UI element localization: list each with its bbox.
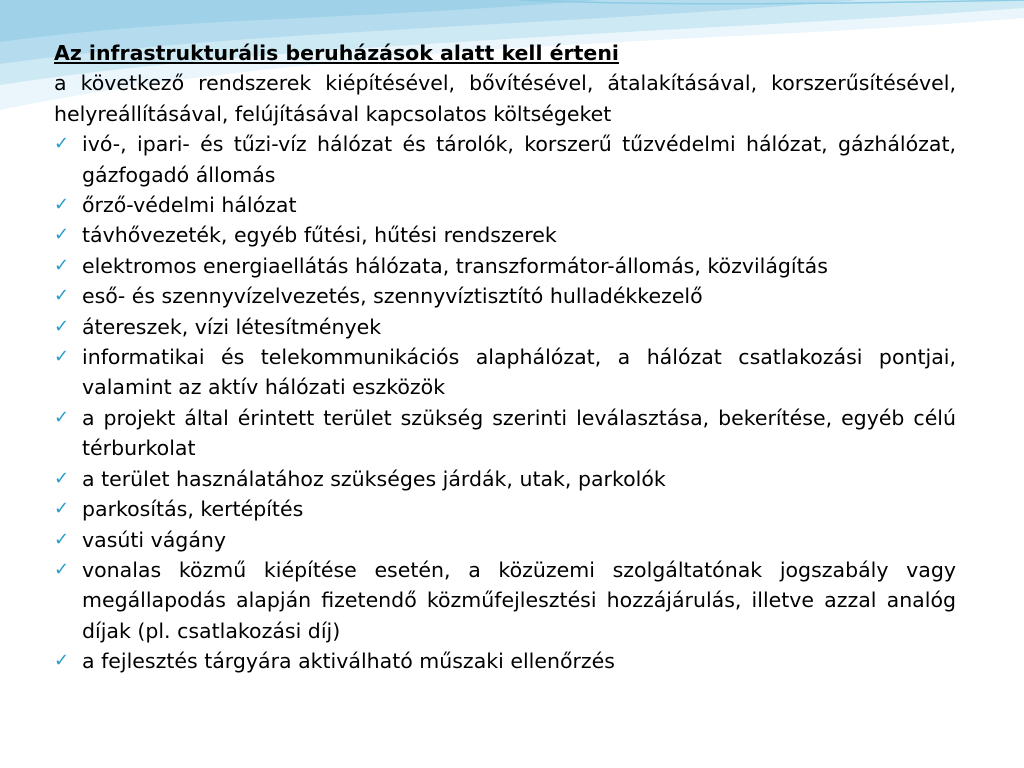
checklist: [54, 129, 956, 676]
list-item-text: a terület használatához szükséges járdák, utak, parkolók: [82, 466, 666, 491]
checkmark-icon: ✓: [54, 528, 70, 550]
list-item-text: a fejlesztés tárgyára aktiválható műszaki ellenőrzés: [82, 649, 615, 674]
list-item: [54, 129, 956, 190]
list-item: [54, 342, 956, 403]
list-item-text: őrző-védelmi hálózat: [82, 193, 297, 218]
checkmark-icon: ✓: [54, 285, 70, 307]
checkmark-icon: ✓: [54, 558, 70, 580]
list-item-text: vasúti vágány: [82, 527, 227, 552]
checkmark-icon: ✓: [54, 254, 70, 276]
list-item: [54, 555, 956, 646]
list-item-text: átereszek, vízi létesítmények: [82, 314, 382, 339]
list-item-text: vonalas közmű kiépítése esetén, a közüzemi szolgáltatónak jogszabály vagy megállapodás alapján fizetendő közműfejlesztési hozzájárulás, illetve azzal analóg díjak (pl. csatlakozási díj): [82, 557, 956, 643]
checkmark-icon: ✓: [54, 346, 70, 368]
intro-text: a következő rendszerek kiépítésével, bővítésével, átalakításával, korszerűsítésével, helyreállításával, felújításával kapcsolatos költségeket: [54, 71, 956, 126]
list-item-text: a projekt által érintett terület szükség szerinti leválasztása, bekerítése, egyéb célú térburkolat: [82, 405, 956, 461]
checkmark-icon: ✓: [54, 650, 70, 672]
checkmark-icon: ✓: [54, 224, 70, 246]
checkmark-icon: ✓: [54, 467, 70, 489]
list-item-text: ivó-, ipari- és tűzi-víz hálózat és tárolók, korszerű tűzvédelmi hálózat, gázhálózat, gázfogadó állomás: [82, 132, 956, 187]
list-item-text: informatikai és telekommunikációs alaphálózat, a hálózat csatlakozási pontjai, valamint az aktív hálózati eszközök: [82, 345, 956, 400]
list-item: [54, 646, 956, 676]
checkmark-icon: ✓: [54, 406, 70, 428]
checkmark-icon: ✓: [54, 315, 70, 337]
checkmark-icon: ✓: [54, 133, 70, 155]
list-item: [54, 220, 956, 250]
slide-content: [54, 38, 956, 677]
list-item-text: távhővezeték, egyéb fűtési, hűtési rendszerek: [82, 223, 557, 248]
list-item: [54, 525, 956, 555]
list-item-text: eső- és szennyvízelvezetés, szennyvíztisztító hulladékkezelő: [82, 284, 703, 309]
slide-title: Az infrastrukturális beruházások alatt kell érteni: [54, 41, 619, 65]
checkmark-icon: ✓: [54, 194, 70, 216]
list-item: [54, 190, 956, 220]
list-item: [54, 312, 956, 342]
list-item-text: elektromos energiaellátás hálózata, transzformátor-állomás, közvilágítás: [82, 253, 828, 278]
list-item: [54, 464, 956, 494]
checkmark-icon: ✓: [54, 498, 70, 520]
list-item: [54, 494, 956, 524]
list-item: [54, 251, 956, 281]
list-item: [54, 403, 956, 464]
list-item: [54, 281, 956, 311]
list-item-text: parkosítás, kertépítés: [82, 497, 304, 522]
